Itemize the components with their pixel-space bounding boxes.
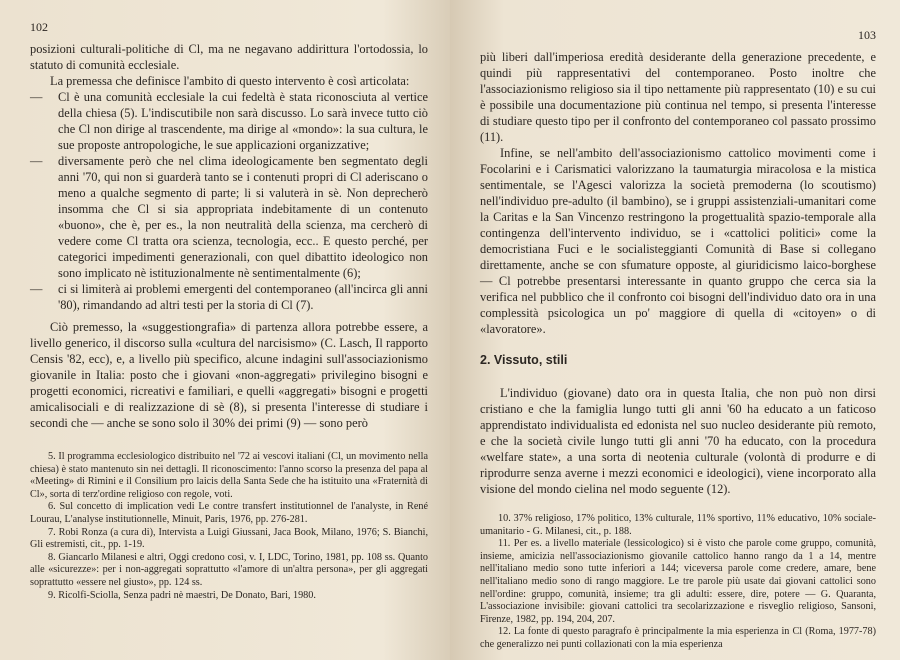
footnote: 9. Ricolfi-Sciolla, Senza padri nè maestri, De Donato, Bari, 1980. xyxy=(48,589,316,601)
footnote: 5. Il programma ecclesiologico distribuito nel '72 ai vescovi italiani (Cl, un movimento nella chiesa) è stato mantenuto sin nei dettagli. Il riconoscimento: l'anno scorso la presenza del papa al «Meeting» di Rimini e il Consilium pro laicis della Santa Sede che ha istituito una «Fraternità di Cl», sorta di terz'ordine religioso con regole, voti. xyxy=(30,451,428,500)
body-paragraph: Infine, se nell'ambito dell'associazionismo cattolico movimenti come i Focolarini e i Carismatici valorizzano la taumaturgia miracolosa e la mistica sentimentale, se l'Agesci valorizza la società premoderna (lo scoutismo) nell'individuo pre-adulto (il bambino), se i gruppi assistenziali-umanitari come la Caritas e la San Vincenzo restringono la progettualità spazio-temporale alla contingenza dell'intervento individuo, se i «cattolici politici» come la democristiana Fuci e le socialisteggianti Comunità di Base si collegano direttamente, anche se con sfumature opposte, al giuridicismo laico-borghese — Cl potrebbe presentarsi interessante in quanto gruppo che cerca sia la verifica nel pubblico che il confronto coi bisogni dell'individuo dato ora in una complessità psicologica un po' maggiore di quella di «citoyen» o di «lavoratore». xyxy=(480,146,876,336)
footnote: 11. Per es. a livello materiale (lessicologico) si è visto che parole come gruppo, comunità, insieme, amicizia nell'associazionismo giovanile cattolico hanno rango da 1 a 14, mentre nell'italiano medio sono tutte inferiori a 144; viceversa parole come credere, amare, bene nell'italiano medio sono di rango maggiore. Le tre parole più usate dai giovani cattolici sono nell'ordine: gruppo, comunità, insieme; tra gli adulti: essere, dire, potere — G. Quaranta, L'associazione invisibile: giovani cattolici tra secolarizzazione e risveglio religioso, Sansoni, Firenze, 1982, pp. 194, 204, 207. xyxy=(480,538,876,625)
footnote: 6. Sul concetto di implication vedi Le contre transfert institutionnel de l'analyste, in René Lourau, L'analyse institutionnelle, Minuit, Paris, 1976, pp. 276-281. xyxy=(30,501,428,525)
footnote: 12. La fonte di questo paragrafo è principalmente la mia esperienza in Cl (Roma, 1977-78) che generalizzo nei punti collazionati con la mia esperienza xyxy=(480,626,876,650)
body-paragraph: più liberi dall'imperiosa eredità desiderante della generazione precedente, e quindi più rappresentativi del contemporaneo. Posto inoltre che l'associazionismo religioso sia il tipo nettamente più rappresentato (10) e su cui è possibile una documentazione più continua nel tempo, si presenta l'interesse di studiare questo tipo per il confronto del contemporaneo col passato prossimo (11). xyxy=(480,50,876,144)
list-item: — diversamente però che nel clima ideologicamente ben segmentato degli anni '70, qui non si guarderà tanto se i contenuti propri di Cl aderiscano o meno a qualche segmento di parte; li si valuterà in sè. Non deprecherò insomma che Cl si sia appropriata indebitamente di un contenuto «buono», che è, per es., la non neutralità della scienza, ma cercherò di vedere come Cl tratta ora scienza, tecnologia, ecc.. E questo perché, per categorici impedimenti generazionali, con quel dibattito ideologico non sono implicato nè istituzionalmente nè sentimentalmente (6); xyxy=(30,154,428,280)
list-item: — Cl è una comunità ecclesiale la cui fedeltà è stata riconosciuta al vertice della chiesa (5). L'indiscutibile non sarà discusso. Lo sarà invece tutto ciò che Cl non dirige al trascendente, ma dirige al «mondo»: la sua cultura, le sue proposte antropologiche, le sue applicazioni organizzative; xyxy=(30,90,428,152)
premise-paragraph: La premessa che definisce l'ambito di questo intervento è così articolata: xyxy=(50,74,410,88)
right-page xyxy=(450,0,900,660)
footnote: 8. Giancarlo Milanesi e altri, Oggi credono così, v. I, LDC, Torino, 1981, pp. 108 ss. Quanto alle «sicurezze»: per i non-aggregati soprattutto «l'amore di un'altra persona», per gli aggregati soprattutto «essere nel giusto», pp. 124 ss. xyxy=(30,551,428,588)
list-item-text: ci si limiterà ai problemi emergenti del contemporaneo (all'incirca gli anni '80), rimandando ad altri testi per la storia di Cl (7). xyxy=(58,282,428,312)
body-paragraph: L'individuo (giovane) dato ora in questa Italia, che non può non dirsi cristiano e che la famiglia lungo tutti gli anni '60 ha educato a un faticoso apprendistato individualista ed edonista nel suo nucleo desiderante più remoto, e che la società civile lungo tutti gli anni '70 ha educato, con la procedura «welfare state», a una sorta di neotenia culturale (volontà di produrre e di riprodurre senza averne i mezzi economici e ideologici), viene incorporato alla visione del mondo cielina nel modo seguente (12). xyxy=(480,386,876,496)
page-number: 103 xyxy=(858,28,876,42)
footnotes xyxy=(30,451,428,602)
section-heading: 2. Vissuto, stili xyxy=(480,353,568,367)
footnote: 7. Robi Ronza (a cura di), Intervista a Luigi Giussani, Jaca Book, Milano, 1976; S. Bianchi, Gli estremisti, cit., pp. 1-19. xyxy=(30,526,428,551)
list-item-text: diversamente però che nel clima ideologicamente ben segmentato degli anni '70, qui non si guarderà tanto se i contenuti propri di Cl aderiscano o meno a qualche segmento di parte; li si valuterà in sè. Non deprecherò insomma che Cl si sia appropriata indebitamente di un contenuto «buono», che è, per es., la non neutralità della scienza, ma cercherò di vedere come Cl tratta ora scienza, tecnologia, ecc.. E questo perché, per categorici impedimenti generazionali, con quel dibattito ideologico non sono implicato nè istituzionalmente nè sentimentalmente (6); xyxy=(58,154,428,280)
page-number: 102 xyxy=(30,20,48,34)
body-paragraph: Ciò premesso, la «suggestiongrafia» di partenza allora potrebbe essere, a livello generico, il discorso sulla «cultura del narcisismo» (C. Lasch, Il rapporto Censis '82, ecc), e, a livello più specifico, alcune indagini sull'associazionismo giovanile in Italia: posto che i giovani «non-aggregati» privilegino bisogni e progetti economici, ricreativi e familiari, e quelli «aggregati» bisogni e progetti amicalisociali e di realizzazione di sè (8), si presenta l'interesse di studiare i secondi che — anche se sono solo il 30% dei primi (9) — sono però xyxy=(30,320,428,430)
opening-paragraph: posizioni culturali-politiche di Cl, ma ne negavano addirittura l'ortodossia, lo statuto di comunità ecclesiale. xyxy=(30,42,428,72)
list-item-text: Cl è una comunità ecclesiale la cui fedeltà è stata riconosciuta al vertice della chiesa (5). L'indiscutibile non sarà discusso. Lo sarà invece tutto ciò che Cl non dirige al trascendente, ma dirige al «mondo»: la sua cultura, le sue proposte antropologiche, le sue applicazioni organizzative; xyxy=(58,90,428,152)
footnote: 10. 37% religioso, 17% politico, 13% culturale, 11% sportivo, 11% educativo, 10% sociale-umanitario - G. Milanesi, cit., p. 188. xyxy=(480,513,876,537)
footnotes xyxy=(480,513,876,652)
list-item: — ci si limiterà ai problemi emergenti del contemporaneo (all'incirca gli anni '80), rimandando ad altri testi per la storia di Cl (7). xyxy=(30,282,428,312)
